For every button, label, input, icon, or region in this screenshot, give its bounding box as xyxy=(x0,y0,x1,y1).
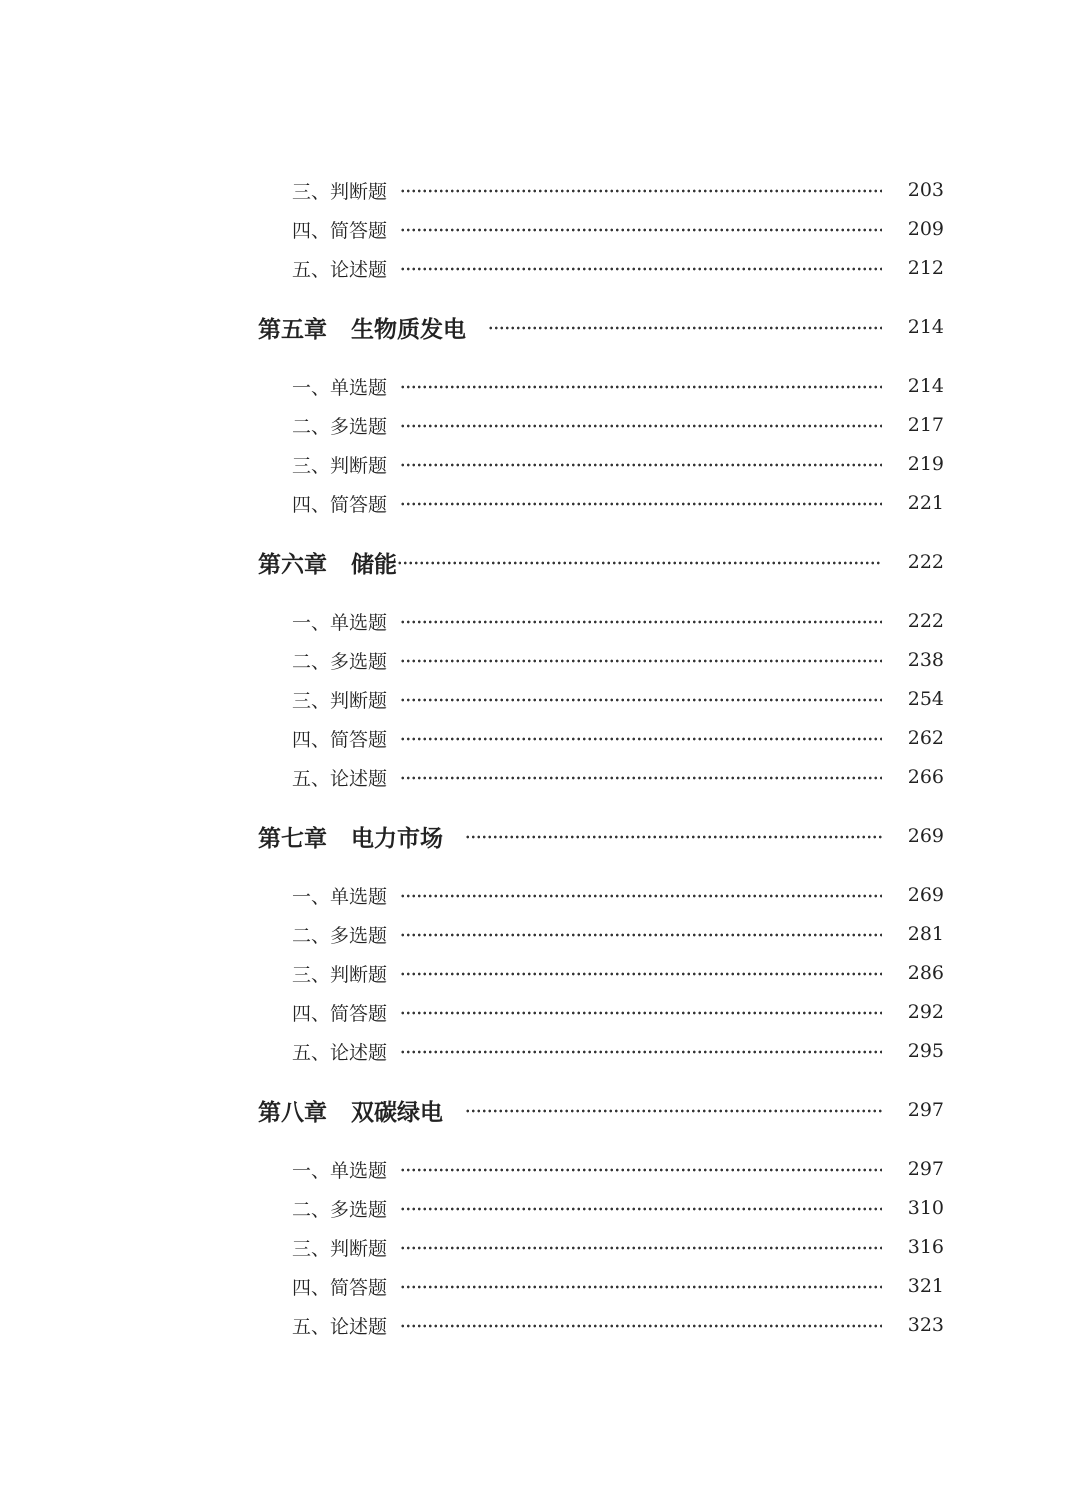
chapter-number: 第六章 xyxy=(258,551,327,578)
page-number: 214 xyxy=(907,316,944,338)
page-number: 222 xyxy=(907,610,944,632)
dot-leader xyxy=(465,835,882,839)
page-number: 323 xyxy=(907,1314,944,1336)
dot-leader xyxy=(400,933,882,937)
chapter-title: 双碳绿电 xyxy=(351,1099,443,1126)
page-number: 222 xyxy=(907,551,944,573)
chapter-title: 电力市场 xyxy=(351,825,443,852)
toc-section-entry[interactable] xyxy=(0,1189,1080,1227)
section-title: 一、单选题 xyxy=(292,1159,388,1182)
dot-leader xyxy=(400,1050,882,1054)
section-title: 五、论述题 xyxy=(292,1315,388,1338)
section-title: 四、简答题 xyxy=(292,1002,388,1025)
toc-section-entry[interactable] xyxy=(0,367,1080,405)
page-number: 286 xyxy=(907,962,944,984)
section-title: 三、判断题 xyxy=(292,180,388,203)
dot-leader xyxy=(400,1285,882,1289)
toc-section-entry[interactable] xyxy=(0,602,1080,640)
toc-section-entry[interactable] xyxy=(0,1150,1080,1188)
section-title: 二、多选题 xyxy=(292,650,388,673)
page-number: 254 xyxy=(907,688,944,710)
toc-section-entry[interactable] xyxy=(0,1228,1080,1266)
section-title: 一、单选题 xyxy=(292,611,388,634)
chapter-number: 第八章 xyxy=(258,1099,327,1126)
toc-section-entry[interactable] xyxy=(0,954,1080,992)
page-number: 266 xyxy=(907,766,944,788)
dot-leader xyxy=(400,894,882,898)
toc-section-entry[interactable] xyxy=(0,993,1080,1031)
toc-section-entry[interactable] xyxy=(0,171,1080,209)
toc-section-entry[interactable] xyxy=(0,719,1080,757)
chapter-number: 第七章 xyxy=(258,825,327,852)
dot-leader xyxy=(400,189,882,193)
toc-section-entry[interactable] xyxy=(0,484,1080,522)
dot-leader xyxy=(400,267,882,271)
chapter-title: 储能 xyxy=(351,551,397,578)
section-title: 四、简答题 xyxy=(292,728,388,751)
toc-chapter-entry[interactable] xyxy=(0,308,1080,346)
page-number: 209 xyxy=(907,218,944,240)
dot-leader xyxy=(400,1011,882,1015)
page-number: 269 xyxy=(907,825,944,847)
toc-section-entry[interactable] xyxy=(0,915,1080,953)
page-number: 269 xyxy=(907,884,944,906)
page-number: 203 xyxy=(907,179,944,201)
page-number: 297 xyxy=(907,1158,944,1180)
section-title: 三、判断题 xyxy=(292,1237,388,1260)
toc-section-entry[interactable] xyxy=(0,680,1080,718)
toc-section-entry[interactable] xyxy=(0,1267,1080,1305)
page-number: 214 xyxy=(907,375,944,397)
section-title: 五、论述题 xyxy=(292,258,388,281)
section-title: 四、简答题 xyxy=(292,493,388,516)
toc-section-entry[interactable] xyxy=(0,641,1080,679)
section-title: 一、单选题 xyxy=(292,885,388,908)
dot-leader xyxy=(400,228,882,232)
dot-leader xyxy=(488,326,882,330)
dot-leader xyxy=(400,502,882,506)
toc-chapter-entry[interactable] xyxy=(0,1091,1080,1129)
page-number: 292 xyxy=(907,1001,944,1023)
page-number: 219 xyxy=(907,453,944,475)
section-title: 四、简答题 xyxy=(292,1276,388,1299)
dot-leader xyxy=(465,1109,882,1113)
section-title: 五、论述题 xyxy=(292,1041,388,1064)
dot-leader xyxy=(400,1246,882,1250)
dot-leader xyxy=(400,1168,882,1172)
dot-leader xyxy=(400,776,882,780)
toc-section-entry[interactable] xyxy=(0,249,1080,287)
dot-leader xyxy=(400,659,882,663)
dot-leader xyxy=(397,561,882,565)
page-number: 316 xyxy=(907,1236,944,1258)
dot-leader xyxy=(400,620,882,624)
page-number: 221 xyxy=(907,492,944,514)
dot-leader xyxy=(400,737,882,741)
section-title: 一、单选题 xyxy=(292,376,388,399)
section-title: 二、多选题 xyxy=(292,924,388,947)
page-number: 295 xyxy=(907,1040,944,1062)
page-number: 262 xyxy=(907,727,944,749)
section-title: 三、判断题 xyxy=(292,689,388,712)
chapter-title: 生物质发电 xyxy=(351,316,466,343)
page-number: 297 xyxy=(907,1099,944,1121)
page-number: 212 xyxy=(907,257,944,279)
toc-chapter-entry[interactable] xyxy=(0,543,1080,581)
toc-section-entry[interactable] xyxy=(0,445,1080,483)
page-number: 217 xyxy=(907,414,944,436)
toc-section-entry[interactable] xyxy=(0,1032,1080,1070)
dot-leader xyxy=(400,424,882,428)
dot-leader xyxy=(400,972,882,976)
toc-section-entry[interactable] xyxy=(0,1306,1080,1344)
toc-section-entry[interactable] xyxy=(0,210,1080,248)
dot-leader xyxy=(400,463,882,467)
dot-leader xyxy=(400,1324,882,1328)
dot-leader xyxy=(400,698,882,702)
toc-section-entry[interactable] xyxy=(0,876,1080,914)
toc-section-entry[interactable] xyxy=(0,406,1080,444)
page-number: 310 xyxy=(907,1197,944,1219)
section-title: 二、多选题 xyxy=(292,415,388,438)
page-number: 321 xyxy=(907,1275,944,1297)
chapter-number: 第五章 xyxy=(258,316,327,343)
toc-section-entry[interactable] xyxy=(0,758,1080,796)
page-number: 238 xyxy=(907,649,944,671)
section-title: 五、论述题 xyxy=(292,767,388,790)
dot-leader xyxy=(400,1207,882,1211)
section-title: 四、简答题 xyxy=(292,219,388,242)
section-title: 三、判断题 xyxy=(292,963,388,986)
page-number: 281 xyxy=(907,923,944,945)
toc-chapter-entry[interactable] xyxy=(0,817,1080,855)
section-title: 二、多选题 xyxy=(292,1198,388,1221)
dot-leader xyxy=(400,385,882,389)
section-title: 三、判断题 xyxy=(292,454,388,477)
